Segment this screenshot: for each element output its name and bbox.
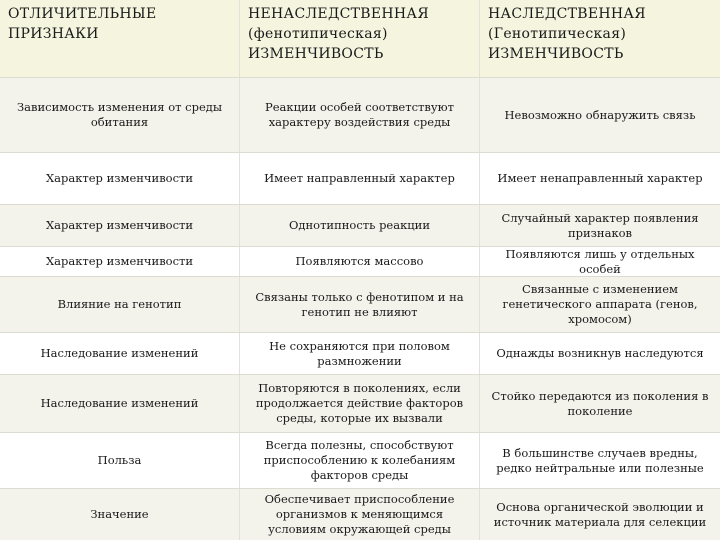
header-signs-line: ПРИЗНАКИ (8, 26, 99, 42)
table-row (0, 375, 720, 433)
hereditary-cell: Случайный характер появления признаков (501, 210, 699, 240)
nonhereditary-cell: Повторяются в поколениях, если продолжается действие факторов среды, которые их вызвали (240, 375, 480, 432)
sign-cell: Характер изменчивости (0, 205, 240, 246)
sign-cell: Характер изменчивости (0, 153, 240, 204)
table-header-row (0, 0, 720, 78)
table-row (0, 277, 720, 333)
table-row (0, 433, 720, 489)
header-nonhereditary-line: ИЗМЕНЧИВОСТЬ (248, 46, 384, 62)
header-hereditary (480, 0, 720, 77)
sign-cell: Зависимость изменения от среды обитания (0, 78, 240, 152)
nonhereditary-cell: Реакции особей соответствуют характеру воздействия среды (240, 78, 480, 152)
nonhereditary-cell: Всегда полезны, способствуют приспособлению к колебаниям факторов среды (240, 433, 480, 488)
header-hereditary-line: ИЗМЕНЧИВОСТЬ (488, 46, 624, 62)
nonhereditary-cell: Связаны только с фенотипом и на генотип не влияют (240, 277, 480, 332)
table-row (0, 247, 720, 277)
header-nonhereditary (240, 0, 480, 77)
nonhereditary-cell: Не сохраняются при половом размножении (240, 333, 480, 374)
hereditary-cell: Имеет ненаправленный характер (497, 171, 703, 185)
hereditary-cell: Появляются лишь у отдельных особей (505, 247, 695, 276)
header-hereditary-line: (Генотипическая) (488, 26, 627, 42)
sign-cell: Наследование изменений (0, 333, 240, 374)
header-hereditary-line: НАСЛЕДСТВЕННАЯ (488, 6, 646, 22)
sign-cell: Характер изменчивости (0, 247, 240, 276)
header-signs-line: ОТЛИЧИТЕЛЬНЫЕ (8, 6, 157, 22)
nonhereditary-cell: Обеспечивает приспособление организмов к меняющимся условиям окружающей среды (240, 489, 480, 540)
hereditary-cell: Однажды возникнув наследуются (496, 346, 704, 360)
hereditary-cell: В большинстве случаев вредны, редко нейтральные или полезные (496, 445, 704, 475)
header-nonhereditary-line: НЕНАСЛЕДСТВЕННАЯ (248, 6, 429, 22)
table-row (0, 489, 720, 540)
header-signs (0, 0, 240, 77)
sign-cell: Значение (0, 489, 240, 540)
table-row (0, 333, 720, 375)
table-row (0, 78, 720, 153)
sign-cell: Влияние на генотип (0, 277, 240, 332)
header-nonhereditary-line: (фенотипическая) (248, 26, 388, 42)
hereditary-cell: Стойко передаются из поколения в поколение (491, 388, 709, 418)
sign-cell: Польза (0, 433, 240, 488)
hereditary-cell: Связанные с изменением генетического аппарата (генов, хромосом) (502, 282, 698, 326)
hereditary-cell: Невозможно обнаружить связь (504, 107, 696, 122)
hereditary-cell: Основа органической эволюции и источник материала для селекции (493, 499, 707, 529)
nonhereditary-cell: Появляются массово (240, 247, 480, 276)
nonhereditary-cell: Однотипность реакции (240, 205, 480, 246)
table-row (0, 205, 720, 247)
sign-cell: Наследование изменений (0, 375, 240, 432)
table-row (0, 153, 720, 205)
nonhereditary-cell: Имеет направленный характер (240, 153, 480, 204)
